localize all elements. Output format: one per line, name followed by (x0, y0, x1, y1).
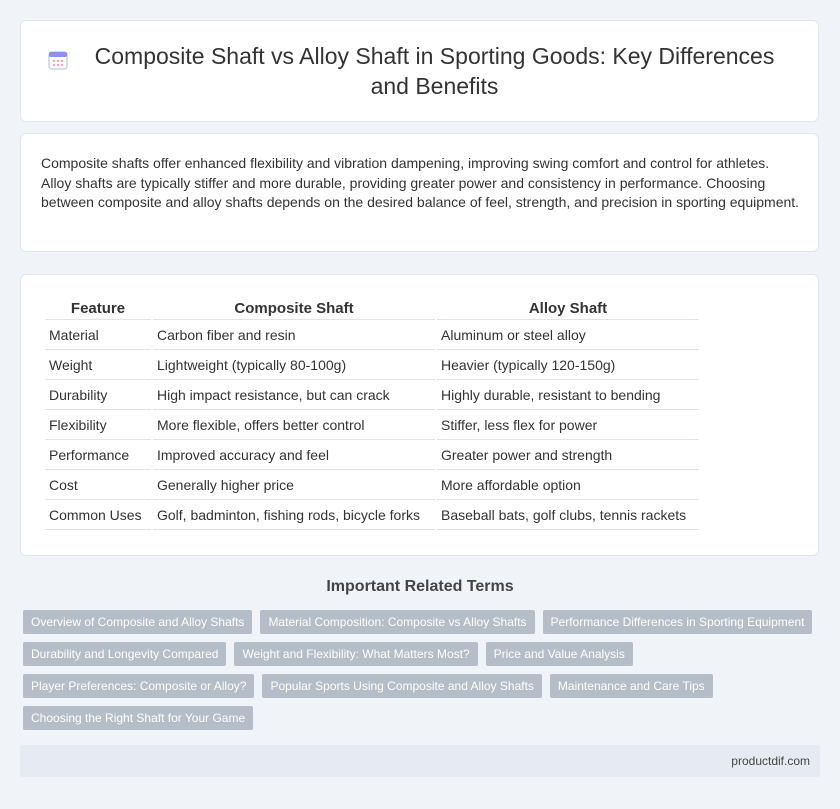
alloy-cell: Baseball bats, golf clubs, tennis rackets (437, 502, 699, 530)
feature-cell: Durability (45, 382, 151, 410)
footer-bar (20, 745, 820, 777)
composite-cell: Carbon fiber and resin (153, 322, 435, 350)
related-term-tag[interactable]: Price and Value Analysis (486, 642, 633, 666)
feature-cell: Performance (45, 442, 151, 470)
table-row (45, 442, 699, 470)
comparison-card (20, 274, 819, 556)
header-composite: Composite Shaft (153, 297, 435, 320)
alloy-cell: Heavier (typically 120-150g) (437, 352, 699, 380)
alloy-cell: Greater power and strength (437, 442, 699, 470)
alloy-cell: Aluminum or steel alloy (437, 322, 699, 350)
table-row (45, 412, 699, 440)
header-alloy: Alloy Shaft (437, 297, 699, 320)
composite-cell: Lightweight (typically 80-100g) (153, 352, 435, 380)
comparison-table (43, 295, 701, 532)
title-card (20, 20, 819, 122)
related-term-tag[interactable]: Material Composition: Composite vs Alloy Shafts (260, 610, 534, 634)
header-feature: Feature (45, 297, 151, 320)
related-term-tag[interactable]: Weight and Flexibility: What Matters Most? (234, 642, 477, 666)
table-row (45, 502, 699, 530)
related-term-tag[interactable]: Maintenance and Care Tips (550, 674, 713, 698)
table-row (45, 322, 699, 350)
composite-cell: High impact resistance, but can crack (153, 382, 435, 410)
composite-cell: Improved accuracy and feel (153, 442, 435, 470)
intro-card (20, 133, 819, 252)
feature-cell: Flexibility (45, 412, 151, 440)
alloy-cell: More affordable option (437, 472, 699, 500)
related-terms-heading: Important Related Terms (326, 578, 514, 595)
related-term-tag[interactable]: Popular Sports Using Composite and Alloy Shafts (262, 674, 541, 698)
alloy-cell: Stiffer, less flex for power (437, 412, 699, 440)
composite-cell: Generally higher price (153, 472, 435, 500)
table-row (45, 472, 699, 500)
related-term-tag[interactable]: Durability and Longevity Compared (23, 642, 226, 666)
feature-cell: Material (45, 322, 151, 350)
feature-cell: Weight (45, 352, 151, 380)
related-term-tag[interactable]: Choosing the Right Shaft for Your Game (23, 706, 253, 730)
feature-cell: Cost (45, 472, 151, 500)
table-header-row (45, 297, 699, 320)
table-row (45, 382, 699, 410)
footer-site-name[interactable]: productdif.com (731, 754, 810, 768)
table-row (45, 352, 699, 380)
intro-paragraph: Composite shafts offer enhanced flexibility and vibration dampening, improving swing comfort and control for athletes. Alloy shafts are typically stiffer and more durable, providing greater power and consistency in performance. Choosing between composite and alloy shafts depends on the desired balance of feel, strength, and precision in sporting equipment. (41, 155, 800, 210)
feature-cell: Common Uses (45, 502, 151, 530)
alloy-cell: Highly durable, resistant to bending (437, 382, 699, 410)
composite-cell: Golf, badminton, fishing rods, bicycle forks (153, 502, 435, 530)
page-title: Composite Shaft vs Alloy Shaft in Sporting Goods: Key Differences and Benefits (94, 43, 775, 99)
related-term-tag[interactable]: Overview of Composite and Alloy Shafts (23, 610, 252, 634)
related-terms-list (23, 610, 823, 730)
related-term-tag[interactable]: Performance Differences in Sporting Equipment (543, 610, 813, 634)
related-term-tag[interactable]: Player Preferences: Composite or Alloy? (23, 674, 254, 698)
composite-cell: More flexible, offers better control (153, 412, 435, 440)
